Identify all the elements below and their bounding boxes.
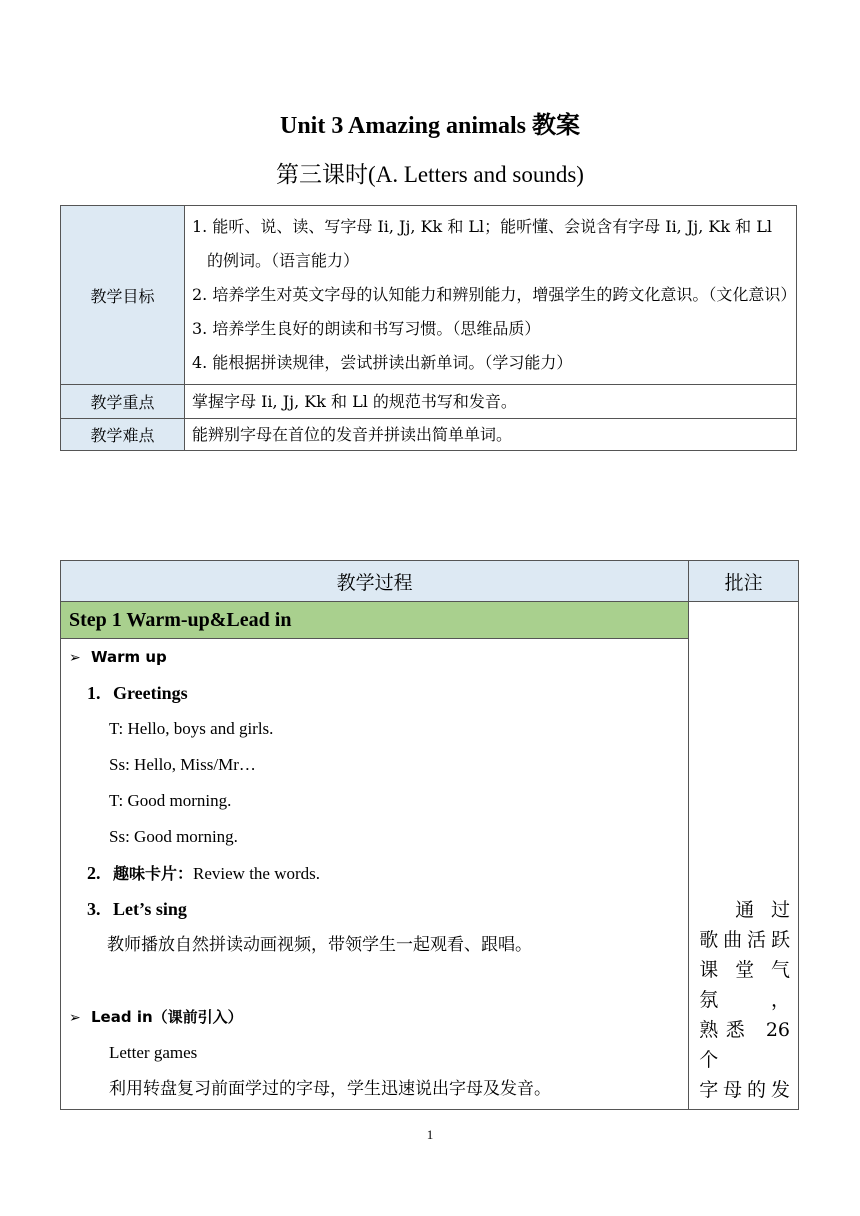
note-line: 通过 (735, 899, 790, 921)
sing-item (61, 891, 688, 927)
page-number: 1 (426, 1127, 434, 1142)
note-line: 课堂气氛， (699, 959, 790, 1011)
objectives-label: 教学目标 (61, 206, 185, 385)
dialog-line: Ss: Hello, Miss/Mr… (109, 755, 256, 774)
warm-up-label: Warm up (91, 648, 167, 666)
objective-item: 4. 能根据拼读规律，尝试拼读出新单词。（学习能力） (192, 353, 573, 372)
greetings-item (61, 675, 688, 711)
dialog-line: T: Hello, boys and girls. (109, 719, 274, 738)
item-number: 3. (87, 899, 101, 919)
document-subtitle: 第三课时(A. Letters and sounds) (276, 162, 584, 187)
notes-cell (689, 602, 799, 1110)
step-body-row (61, 639, 799, 1110)
warm-up-heading (61, 639, 688, 675)
cards-label: 趣味卡片： (113, 864, 194, 883)
sing-text: 教师播放自然拼读动画视频，带领学生一起观看、跟唱。 (107, 935, 532, 954)
objectives-content (185, 206, 797, 385)
arrow-icon: ➢ (69, 1010, 81, 1026)
cards-item (61, 855, 688, 891)
item-number: 1. (87, 683, 101, 703)
note-line: 熟悉 26 个 (699, 1019, 790, 1071)
process-header-row (61, 561, 799, 602)
letter-games-text: 利用转盘复习前面学过的字母，学生迅速说出字母及发音。 (109, 1079, 551, 1098)
dialog-line: Ss: Good morning. (109, 827, 238, 846)
dialog-line: T: Good morning. (109, 791, 232, 810)
letter-games-label: Letter games (109, 1043, 198, 1062)
objective-item: 2. 培养学生对英文字母的认知能力和辨别能力，增强学生的跨文化意识。（文化意识） (192, 285, 797, 304)
key-points-row (61, 385, 797, 419)
note-line: 歌曲活跃 (699, 929, 790, 951)
lead-in-heading (61, 999, 688, 1035)
sing-label: Let’s sing (113, 899, 187, 919)
objective-item: 3. 培养学生良好的朗读和书写习惯。（思维品质） (192, 319, 541, 338)
objectives-row (61, 206, 797, 385)
cards-text: Review the words. (193, 864, 321, 883)
difficulties-text: 能辨别字母在首位的发音并拼读出简单单词。 (185, 419, 797, 451)
notes-header: 批注 (689, 561, 799, 602)
lead-in-label: Lead in（课前引入） (91, 1008, 243, 1026)
note-line: 字母的发 (699, 1079, 790, 1101)
step-heading: Step 1 Warm-up&Lead in (61, 602, 689, 639)
step-body (61, 639, 689, 1110)
key-points-label: 教学重点 (61, 385, 185, 419)
arrow-icon: ➢ (69, 650, 81, 666)
item-number: 2. (87, 863, 101, 883)
key-points-text: 掌握字母 Ii, Jj, Kk 和 Ll 的规范书写和发音。 (185, 385, 797, 419)
spacer (61, 963, 688, 999)
process-header: 教学过程 (61, 561, 689, 602)
document-title: Unit 3 Amazing animals 教案 (279, 113, 581, 139)
difficulties-row (61, 419, 797, 451)
process-table (60, 560, 799, 1110)
objectives-table (60, 205, 797, 451)
greetings-label: Greetings (113, 683, 188, 703)
step-row (61, 602, 799, 639)
objective-item: 1. 能听、说、读、写字母 Ii, Jj, Kk 和 Ll；能听懂、会说含有字母 Ii, Jj, Kk 和 Ll 的例词。（语言能力） (192, 217, 772, 270)
difficulties-label: 教学难点 (61, 419, 185, 451)
